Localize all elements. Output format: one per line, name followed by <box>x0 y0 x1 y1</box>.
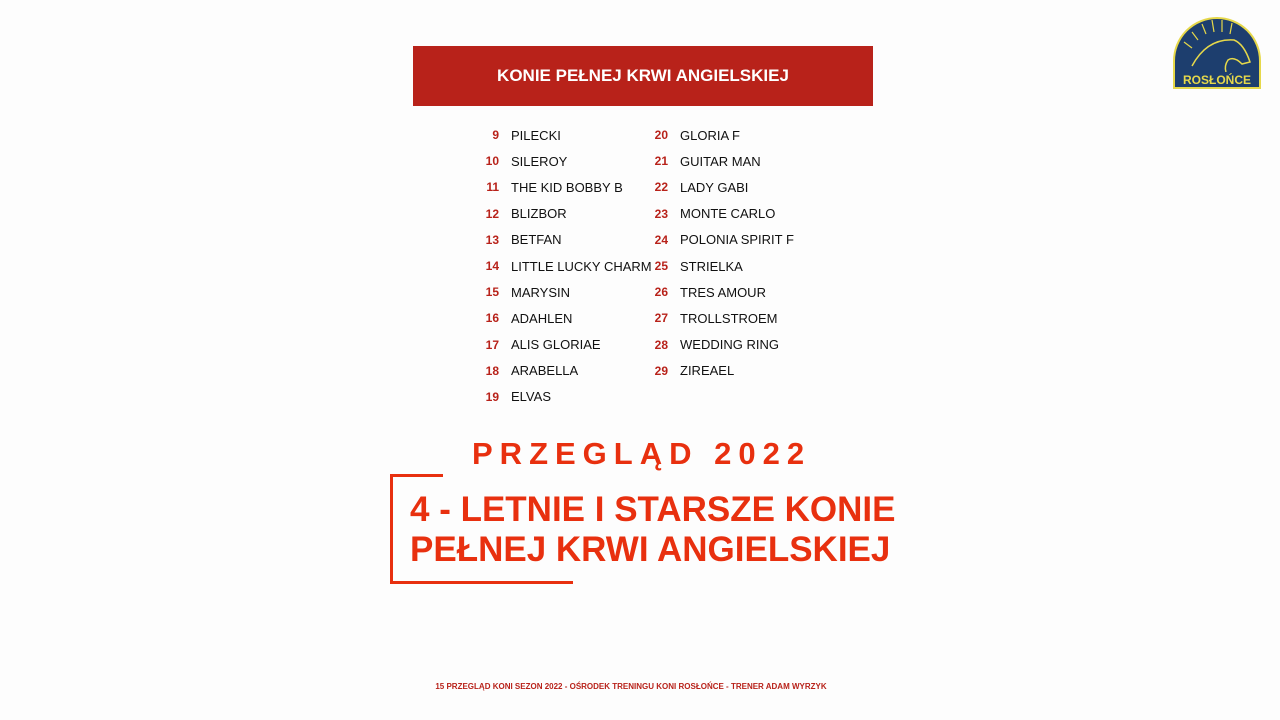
horse-number: 13 <box>485 232 499 247</box>
horse-name: ALIS GLORIAE <box>511 337 601 353</box>
horse-number: 9 <box>492 128 499 143</box>
horse-number: 21 <box>654 154 668 169</box>
horse-number: 26 <box>654 285 668 300</box>
horse-name: LITTLE LUCKY CHARM <box>511 258 652 274</box>
horse-list-item <box>467 253 652 279</box>
horse-number: 17 <box>485 337 499 352</box>
horse-number: 15 <box>485 285 499 300</box>
horse-list-item <box>467 279 652 305</box>
horse-name: TROLLSTROEM <box>680 310 778 326</box>
horse-list-item <box>467 305 652 331</box>
horse-list-item <box>467 148 652 174</box>
horse-number: 14 <box>485 259 499 274</box>
horse-name: ARABELLA <box>511 363 579 379</box>
horse-number: 22 <box>654 180 668 195</box>
horse-name: ZIREAEL <box>680 363 735 379</box>
main-title-line2: PEŁNEJ KRWI ANGIELSKIEJ <box>410 530 891 569</box>
horse-number: 18 <box>485 363 499 378</box>
horse-number: 27 <box>654 311 668 326</box>
horse-name: THE KID BOBBY B <box>511 179 623 195</box>
horse-name: ADAHLEN <box>511 310 573 326</box>
horse-list-item <box>636 253 794 279</box>
horse-list-item <box>467 174 652 200</box>
horse-number: 11 <box>486 180 499 195</box>
horse-list-item <box>636 279 794 305</box>
horse-name: GLORIA F <box>680 127 740 143</box>
horse-name: PILECKI <box>511 127 561 143</box>
horse-name: LADY GABI <box>680 179 749 195</box>
horse-list-item <box>636 174 794 200</box>
horse-list-right <box>636 122 794 384</box>
horse-name: MONTE CARLO <box>680 206 776 222</box>
horse-list-item <box>636 227 794 253</box>
horse-list-item <box>467 384 652 410</box>
horse-list-item <box>467 332 652 358</box>
horse-name: STRIELKA <box>680 258 743 274</box>
horse-list-item <box>636 305 794 331</box>
logo-text: ROSŁOŃCE <box>1182 73 1252 87</box>
horse-number: 28 <box>654 337 668 352</box>
horse-name: BLIZBOR <box>511 206 567 222</box>
horse-number: 24 <box>654 232 668 247</box>
horse-number: 25 <box>654 259 668 274</box>
horse-list-item <box>467 358 652 384</box>
horse-name: SILEROY <box>511 153 568 169</box>
subtitle: PRZEGLĄD 2022 <box>472 436 812 471</box>
horse-number: 29 <box>654 363 668 378</box>
main-title-line1: 4 - LETNIE I STARSZE KONIE <box>410 490 896 529</box>
horse-name: ELVAS <box>511 389 551 405</box>
header-title: KONIE PEŁNEJ KRWI ANGIELSKIEJ <box>497 66 789 85</box>
horse-list-item <box>636 332 794 358</box>
horse-number: 23 <box>654 206 668 221</box>
horse-list-item <box>636 122 794 148</box>
footer-text: 15 PRZEGLĄD KONI SEZON 2022 - OŚRODEK TRENINGU KONI ROSŁOŃCE - TRENER ADAM WYRZYK <box>435 682 827 691</box>
horse-list-item <box>467 227 652 253</box>
horse-number: 19 <box>485 389 499 404</box>
horse-list-item <box>467 201 652 227</box>
horse-number: 16 <box>485 311 499 326</box>
roslonce-logo <box>1172 16 1262 90</box>
horse-list-item <box>636 148 794 174</box>
horse-name: GUITAR MAN <box>680 153 761 169</box>
horse-number: 12 <box>485 206 499 221</box>
horse-list-item <box>636 201 794 227</box>
horse-list-left <box>467 122 652 410</box>
horse-name: WEDDING RING <box>680 337 779 353</box>
horse-list-item <box>636 358 794 384</box>
horse-number: 10 <box>485 154 499 169</box>
horse-number: 20 <box>654 128 668 143</box>
horse-name: POLONIA SPIRIT F <box>680 232 794 248</box>
horse-list-item <box>467 122 652 148</box>
horse-name: TRES AMOUR <box>680 284 766 300</box>
horse-name: MARYSIN <box>511 284 570 300</box>
horse-name: BETFAN <box>511 232 562 248</box>
header-banner <box>413 46 873 106</box>
main-title <box>410 490 896 570</box>
